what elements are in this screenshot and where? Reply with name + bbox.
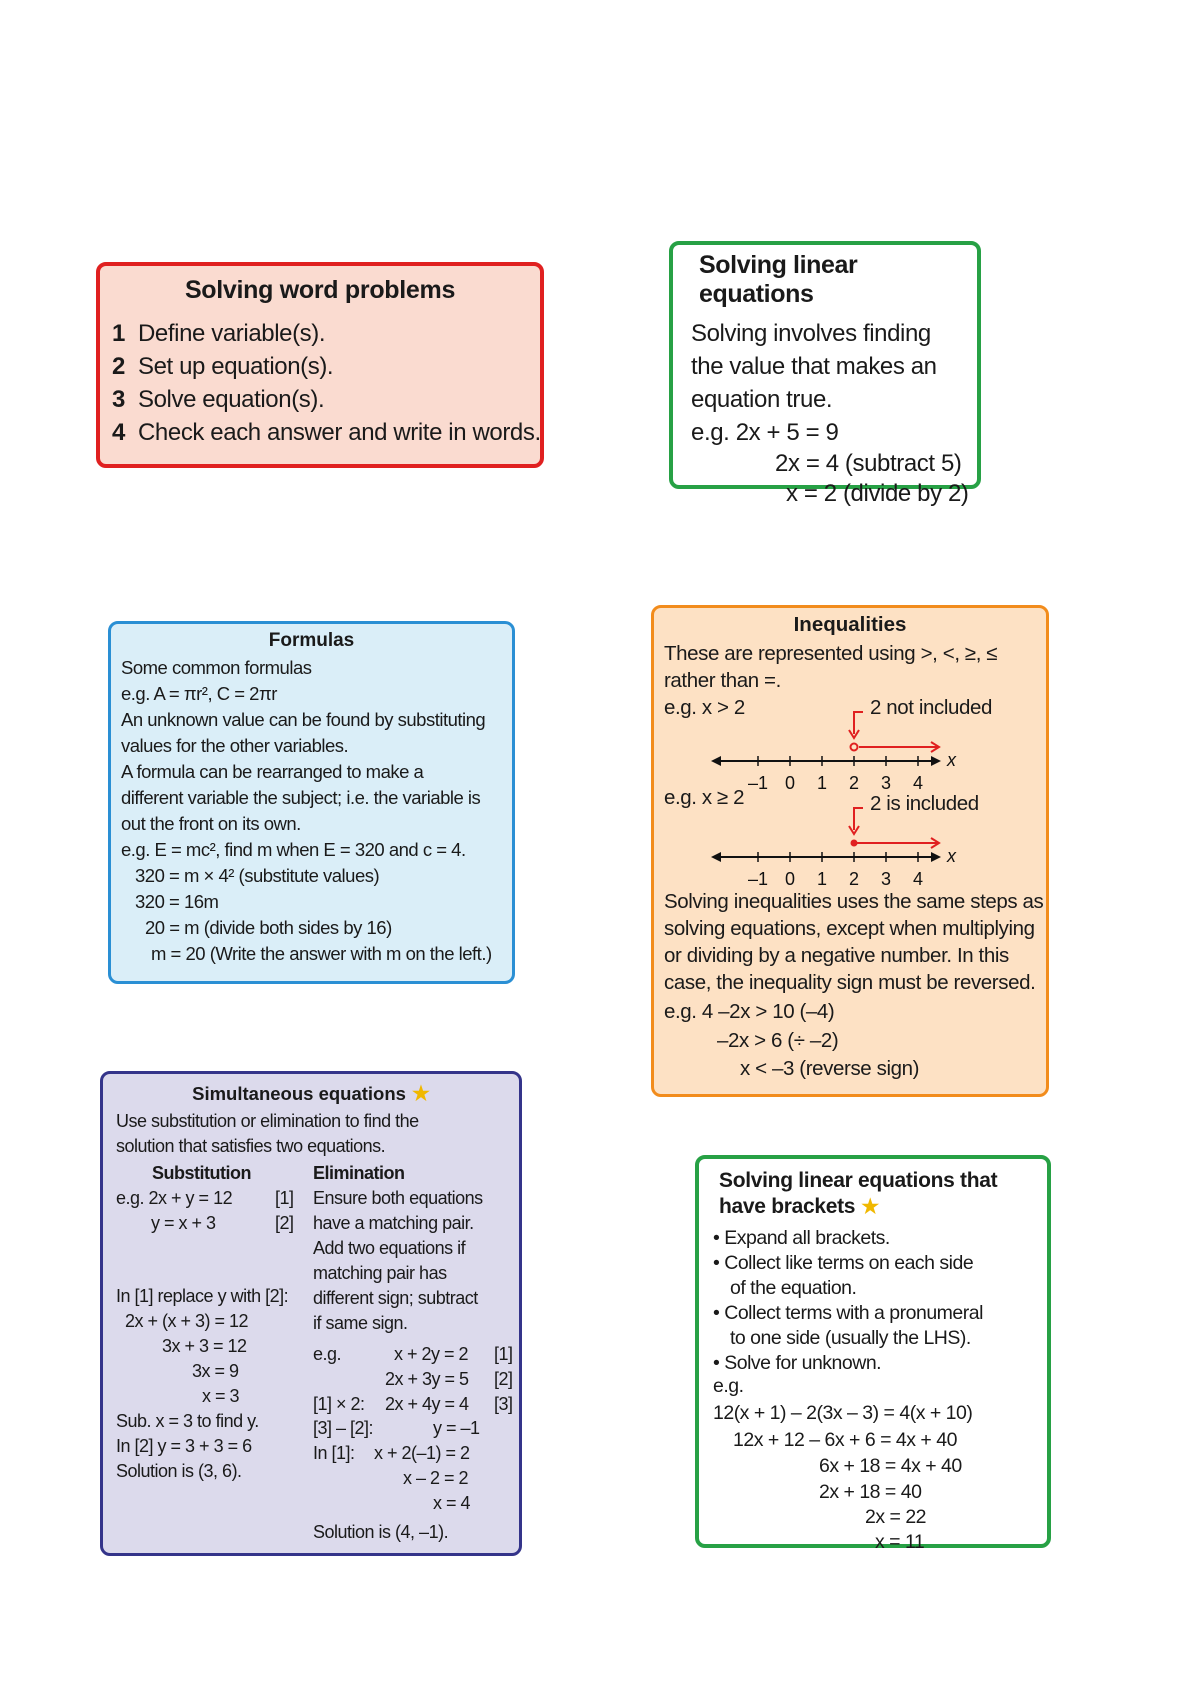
elim-line: if same sign.: [313, 1313, 408, 1333]
text-line: 320 = 16m: [135, 891, 219, 912]
inequalities-title: Inequalities: [793, 613, 907, 636]
simultaneous-equations-card: [100, 1071, 522, 1556]
step-item: [112, 317, 540, 350]
elim-line: e.g.: [313, 1344, 342, 1364]
tick-label: 4: [912, 869, 924, 889]
text-line: out the front on its own.: [121, 813, 301, 834]
tick-label: 2: [848, 869, 860, 889]
elim-line: x + 2(–1) = 2: [374, 1443, 470, 1463]
text-line: These are represented using >, <, ≥, ≤: [664, 642, 998, 665]
word-problems-card: [96, 262, 544, 468]
work-line: 12(x + 1) – 2(3x – 3) = 4(x + 10): [713, 1402, 973, 1424]
sub-line: e.g. 2x + y = 12: [116, 1188, 233, 1208]
work-line: x = 11: [875, 1531, 925, 1553]
elim-line: x = 4: [433, 1493, 471, 1513]
text-line: e.g. E = mc², find m when E = 320 and c = 4.: [121, 839, 466, 860]
text-line: Solving involves finding: [691, 320, 931, 347]
linear-equations-card: [669, 241, 981, 507]
formulas-body: [121, 655, 512, 967]
step-item: [112, 383, 540, 416]
tick-label: –1: [747, 773, 769, 793]
text-line: Some common formulas: [121, 657, 312, 678]
sub-line: Sub. x = 3 to find y.: [116, 1411, 259, 1431]
step-item: [112, 350, 540, 383]
sub-line: 2x + (x + 3) = 12: [125, 1311, 249, 1331]
formulas-title: Formulas: [268, 630, 355, 651]
star-icon: ★: [411, 1083, 430, 1105]
open-circle-note: 2 not included: [870, 696, 993, 719]
step-number: 3: [112, 386, 125, 413]
elim-line: Ensure both equations: [313, 1188, 483, 1208]
brackets-title: [719, 1168, 1019, 1220]
number-line-open: [709, 704, 969, 794]
example-line: e.g. 4 –2x > 10 (–4): [664, 1000, 835, 1023]
step-number: 1: [112, 320, 125, 347]
example-line: e.g. x ≥ 2: [664, 786, 745, 809]
step-text: Set up equation(s).: [138, 353, 334, 380]
work-line: 2x + 18 = 40: [819, 1481, 922, 1503]
example-line: x < –3 (reverse sign): [740, 1057, 920, 1080]
elim-line: matching pair has: [313, 1263, 447, 1283]
equation-tag: [1]: [275, 1188, 294, 1208]
elim-line: different sign; subtract: [313, 1288, 478, 1308]
elim-line: have a matching pair.: [313, 1213, 474, 1233]
text-line: 20 = m (divide both sides by 16): [145, 917, 392, 938]
elimination-heading: Elimination: [313, 1163, 405, 1183]
tick-label: 3: [880, 773, 892, 793]
text-line: An unknown value can be found by substituting: [121, 709, 486, 730]
elim-line: y = –1: [433, 1418, 480, 1438]
text-line: Solving inequalities uses the same steps as: [664, 890, 1044, 913]
equation-tag: [3]: [494, 1394, 513, 1414]
sub-line: 3x = 9: [192, 1361, 239, 1381]
sub-line: y = x + 3: [151, 1213, 216, 1233]
elim-line: Solution is (4, –1).: [313, 1522, 449, 1542]
tick-label: 4: [912, 773, 924, 793]
work-line: 6x + 18 = 4x + 40: [819, 1455, 962, 1477]
bullet-item: • Solve for unknown.: [713, 1352, 882, 1374]
linear-equations-body: [691, 317, 977, 509]
elim-line: x + 2y = 2: [394, 1344, 469, 1364]
bullet-item: • Collect terms with a pronumeral: [713, 1302, 983, 1324]
linear-equations-title: Solving linear equations: [699, 251, 858, 308]
elim-line: x – 2 = 2: [403, 1468, 469, 1488]
example-line: –2x > 6 (÷ –2): [717, 1029, 839, 1052]
elim-line: Add two equations if: [313, 1238, 466, 1258]
step-text: Solve equation(s).: [138, 386, 325, 413]
intro-line: solution that satisfies two equations.: [116, 1136, 386, 1156]
word-problems-title: Solving word problems: [184, 276, 456, 304]
text-line: case, the inequality sign must be reversed.: [664, 971, 1036, 994]
text-line: values for the other variables.: [121, 735, 349, 756]
tick-label: –1: [747, 869, 769, 889]
elim-line: [1] × 2:: [313, 1394, 365, 1414]
step-text: Define variable(s).: [138, 320, 326, 347]
step-number: 4: [112, 419, 125, 446]
tick-label: 0: [784, 773, 796, 793]
axis-variable: x: [947, 846, 956, 866]
star-icon: ★: [861, 1196, 879, 1218]
text-line: or dividing by a negative number. In this: [664, 944, 1009, 967]
sub-line: x = 3: [202, 1386, 240, 1406]
tick-label: 3: [880, 869, 892, 889]
text-line: different variable the subject; i.e. the variable is: [121, 787, 481, 808]
sub-line: In [2] y = 3 + 3 = 6: [116, 1436, 252, 1456]
sub-line: Solution is (3, 6).: [116, 1461, 242, 1481]
text-line: rather than =.: [664, 669, 781, 692]
bullet-item: of the equation.: [730, 1277, 857, 1299]
closed-circle-note: 2 is included: [870, 792, 979, 815]
tick-label: 0: [784, 869, 796, 889]
elim-line: 2x + 3y = 5: [385, 1369, 469, 1389]
equation-tag: [1]: [494, 1344, 513, 1364]
number-line-closed: [709, 800, 969, 890]
elim-line: [3] – [2]:: [313, 1418, 374, 1438]
example-line: 2x = 4 (subtract 5): [775, 450, 962, 477]
equation-tag: [2]: [494, 1369, 513, 1389]
text-line: m = 20 (Write the answer with m on the left.): [151, 943, 492, 964]
work-line: 12x + 12 – 6x + 6 = 4x + 40: [733, 1429, 957, 1451]
simultaneous-title-text: Simultaneous equations: [192, 1083, 406, 1104]
word-problems-steps: [112, 317, 540, 449]
step-number: 2: [112, 353, 125, 380]
brackets-title-text: Solving linear equations that have brackets: [719, 1169, 998, 1218]
bullet-item: to one side (usually the LHS).: [730, 1327, 971, 1349]
text-line: solving equations, except when multiplying: [664, 917, 1035, 940]
text-line: equation true.: [691, 386, 833, 413]
axis-variable: x: [947, 750, 956, 770]
tick-label: 1: [816, 773, 828, 793]
text-line: e.g. A = πr², C = 2πr: [121, 683, 277, 704]
step-item: [112, 416, 540, 449]
text-line: A formula can be rearranged to make a: [121, 761, 424, 782]
text-line: 320 = m × 4² (substitute values): [135, 865, 380, 886]
sub-line: 3x + 3 = 12: [162, 1336, 247, 1356]
brackets-card: [695, 1155, 1051, 1553]
simultaneous-title: [103, 1081, 519, 1106]
intro-line: Use substitution or elimination to find the: [116, 1111, 419, 1131]
inequalities-card: [651, 605, 1049, 1097]
elim-line: 2x + 4y = 4: [385, 1394, 469, 1414]
sub-line: In [1] replace y with [2]:: [116, 1286, 289, 1306]
example-label: e.g.: [713, 1375, 744, 1397]
tick-label: 2: [848, 773, 860, 793]
formulas-card: [108, 621, 515, 984]
bullet-item: • Collect like terms on each side: [713, 1252, 974, 1274]
example-line: x = 2 (divide by 2): [786, 480, 969, 507]
work-line: 2x = 22: [865, 1506, 927, 1528]
step-text: Check each answer and write in words.: [138, 419, 541, 446]
example-line: e.g. 2x + 5 = 9: [691, 419, 839, 446]
example-line: e.g. x > 2: [664, 696, 745, 719]
bullet-item: • Expand all brackets.: [713, 1227, 890, 1249]
substitution-heading: Substitution: [152, 1163, 251, 1183]
elim-line: In [1]:: [313, 1443, 355, 1463]
tick-label: 1: [816, 869, 828, 889]
text-line: the value that makes an: [691, 353, 937, 380]
equation-tag: [2]: [275, 1213, 294, 1233]
